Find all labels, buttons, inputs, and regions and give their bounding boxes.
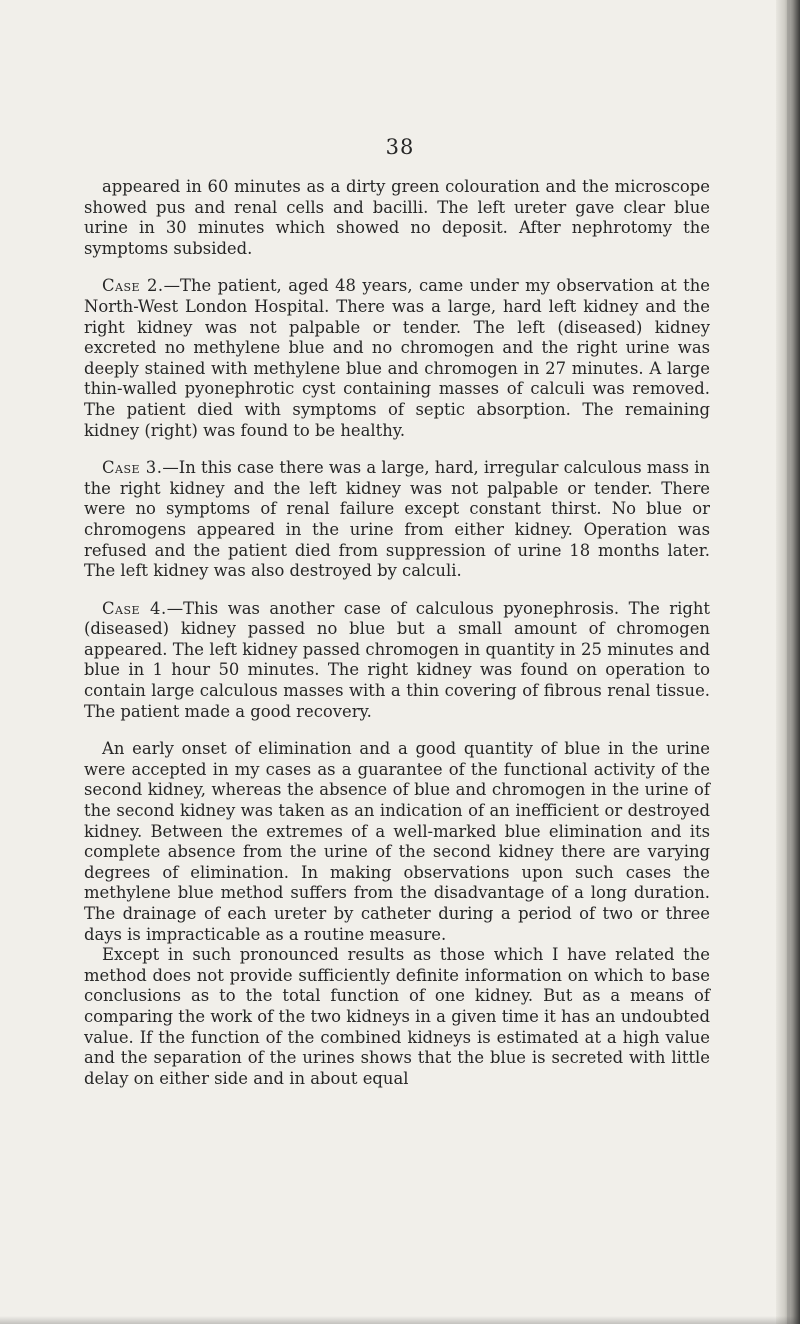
page-edge-line	[787, 0, 790, 1324]
paragraph-conclusion	[84, 945, 710, 1089]
case-label: Case 4.	[102, 598, 167, 618]
paragraph-text: —In this case there was a large, hard, irregular calculous mass in the right kidney and the left kidney was not palpable or tender. There were no symptoms of renal failure except constant thirst. No blue or chromogens appeared in the urine from either kidney. Operation was refused and the patient died from suppression of urine 18 months later. The left kidney was also destroyed by calculi.	[84, 458, 710, 581]
paragraph-text: —The patient, aged 48 years, came under my observation at the North-West London Hospital. There was a large, hard left kidney and the right kidney was not palpable or tender. The left (diseased) kidney excreted no methylene blue and no chromogen and the right urine was deeply stained with methylene blue and chromogen in 27 minutes. A large thin-walled pyonephrotic cyst containing masses of calculi was removed. The patient died with symptoms of septic absorption. The remaining kidney (right) was found to be healthy.	[84, 276, 710, 440]
case-label: Case 3.	[102, 458, 163, 478]
page-number: 38	[385, 135, 415, 159]
paragraph-text: —This was another case of calculous pyonephrosis. The right (diseased) kidney passed no blue but a small amount of chromogen appeared. The left kidney passed chromogen in quantity in 25 minutes and blue in 1 hour 50 minutes. The right kidney was found on operation to contain large calculous masses with a thin covering of fibrous renal tissue. The patient made a good recovery.	[84, 598, 710, 721]
paragraph-case-1-continued	[84, 177, 710, 259]
paragraph-case-3	[84, 458, 710, 582]
paragraph-text: Except in such pronounced results as those which I have related the method does not provide sufficiently definite information on which to base conclusions as to the total function of one kidney. But as a means of comparing the work of the two kidneys in a given time it has an undoubted value. If the function of the combined kidneys is estimated at a high value and the separation of the urines shows that the blue is secreted with little delay on either side and in about equal	[84, 945, 710, 1088]
paragraph-case-4	[84, 599, 710, 723]
paragraph-text: An early onset of elimination and a good quantity of blue in the urine were accepted in my cases as a guarantee of the functional activity of the second kidney, whereas the absence of blue and chromogen in the urine of the second kidney was taken as an indication of an inefficient or destroyed kidney. Between the extremes of a well-marked blue elimination and its complete absence from the urine of the second kidney there are varying degrees of elimination. In making observations upon such cases the methylene blue method suffers from the disadvantage of a long duration. The drainage of each ureter by catheter during a period of two or three days is impracticable as a routine measure.	[84, 739, 710, 944]
page-bottom-shadow	[0, 1316, 800, 1324]
paragraph-text: appeared in 60 minutes as a dirty green colouration and the microscope showed pus and renal cells and bacilli. The left ureter gave clear blue urine in 30 minutes which showed no deposit. After nephrotomy the symptoms subsided.	[84, 177, 710, 258]
body-text	[84, 177, 710, 1089]
case-label: Case 2.	[102, 276, 164, 296]
paragraph-elimination	[84, 739, 710, 945]
paragraph-case-2	[84, 276, 710, 441]
